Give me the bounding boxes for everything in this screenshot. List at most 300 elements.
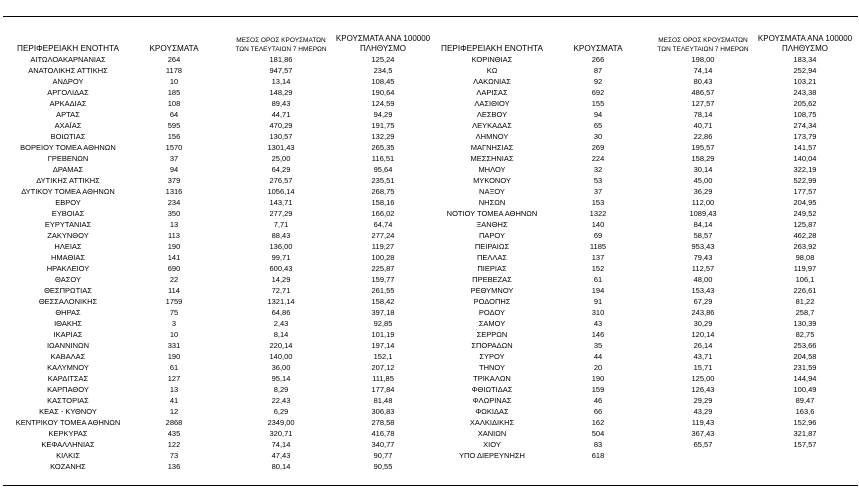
rate-cell: 397,18 <box>371 308 395 317</box>
region-cell: ΛΑΡΙΣΑΣ <box>476 88 508 97</box>
avg-cell: 64,86 <box>271 308 291 317</box>
cases-cell: 224 <box>591 154 605 163</box>
avg-cell: 600,43 <box>269 264 293 273</box>
rate-cell: 92,85 <box>373 319 393 328</box>
cases-cell: 234 <box>167 198 181 207</box>
region-cell: ΦΛΩΡΙΝΑΣ <box>472 396 512 405</box>
rate-cell: 177,57 <box>793 187 817 196</box>
region-cell: ΣΠΟΡΑΔΩΝ <box>471 341 513 350</box>
rate-cell: 124,59 <box>371 99 395 108</box>
avg-cell <box>668 450 738 461</box>
cases-cell: 140 <box>591 220 605 229</box>
avg-cell: 148,29 <box>269 88 293 97</box>
avg-cell: 243,86 <box>691 308 715 317</box>
cases-cell: 264 <box>167 55 181 64</box>
region-cell: ΓΡΕΒΕΝΩΝ <box>47 154 89 163</box>
left-rate-column <box>348 54 418 472</box>
region-cell: ΗΡΑΚΛΕΙΟΥ <box>46 264 90 273</box>
avg-cell: 74,14 <box>271 440 291 449</box>
region-cell: ΤΡΙΚΑΛΩΝ <box>473 374 511 383</box>
top-rule <box>3 16 858 17</box>
region-cell: ΚΑΡΠΑΘΟΥ <box>47 385 89 394</box>
header-rate-line1: ΚΡΟΥΣΜΑΤΑ ΑΝΑ 100000 <box>757 34 853 43</box>
cases-cell: 32 <box>593 165 603 174</box>
avg-cell: 22,43 <box>271 396 291 405</box>
cases-cell: 53 <box>593 176 603 185</box>
cases-cell: 30 <box>593 132 603 141</box>
rate-cell: 108,75 <box>793 110 817 119</box>
rate-cell: 125,87 <box>793 220 817 229</box>
region-cell: ΚΑΡΔΙΤΣΑΣ <box>47 374 89 383</box>
avg-cell: 195,57 <box>691 143 715 152</box>
cases-cell: 137 <box>591 253 605 262</box>
right-rate-column <box>770 54 840 461</box>
header-avg-right <box>644 36 762 54</box>
avg-cell: 153,43 <box>691 286 715 295</box>
region-cell: ΙΘΑΚΗΣ <box>54 319 82 328</box>
region-cell: ΘΕΣΣΑΛΟΝΙΚΗΣ <box>38 297 98 306</box>
rate-cell: 183,34 <box>793 55 817 64</box>
cases-cell: 185 <box>167 88 181 97</box>
avg-cell: 220,14 <box>269 341 293 350</box>
avg-cell: 43,71 <box>693 352 713 361</box>
cases-cell: 10 <box>169 330 179 339</box>
cases-cell: 91 <box>593 297 603 306</box>
avg-cell: 45,00 <box>693 176 713 185</box>
cases-cell: 69 <box>593 231 603 240</box>
avg-cell: 99,71 <box>271 253 291 262</box>
header-region-right: ΠΕΡΙΦΕΡΕΙΑΚΗ ΕΝΟΤΗΤΑ <box>441 44 543 53</box>
rate-cell <box>770 450 840 461</box>
region-cell: ΧΙΟΥ <box>483 440 501 449</box>
avg-cell: 198,00 <box>691 55 715 64</box>
cases-cell: 190 <box>167 352 181 361</box>
cases-cell: 1185 <box>589 242 607 251</box>
cases-cell: 44 <box>593 352 603 361</box>
cases-cell: 266 <box>591 55 605 64</box>
avg-cell: 65,57 <box>693 440 713 449</box>
cases-cell: 87 <box>593 66 603 75</box>
rate-cell: 152,1 <box>373 352 393 361</box>
cases-cell: 2868 <box>165 418 183 427</box>
avg-cell: 30,29 <box>693 319 713 328</box>
avg-cell: 125,00 <box>691 374 715 383</box>
bottom-rule <box>3 485 858 486</box>
region-cell: ΜΑΓΝΗΣΙΑΣ <box>470 143 514 152</box>
rate-cell: 191,75 <box>371 121 395 130</box>
avg-cell: 1056,14 <box>267 187 295 196</box>
rate-cell: 204,95 <box>793 198 817 207</box>
header-rate-line2: ΠΛΗΘΥΣΜΟ <box>781 44 829 53</box>
cases-cell: 13 <box>169 385 179 394</box>
cases-cell: 190 <box>591 374 605 383</box>
cases-cell: 1178 <box>165 66 183 75</box>
rate-cell: 103,21 <box>793 77 817 86</box>
region-cell: ΚΕΦΑΛΛΗΝΙΑΣ <box>41 440 95 449</box>
rate-cell: 321,87 <box>793 429 817 438</box>
avg-cell: 22,86 <box>693 132 713 141</box>
cases-cell: 92 <box>593 77 603 86</box>
avg-cell: 136,00 <box>269 242 293 251</box>
rate-cell: 106,1 <box>795 275 815 284</box>
region-cell: ΛΕΣΒΟΥ <box>476 110 508 119</box>
cases-cell: 1316 <box>165 187 183 196</box>
avg-cell: 29,29 <box>693 396 713 405</box>
cases-cell: 20 <box>593 363 603 372</box>
avg-cell: 44,71 <box>271 110 291 119</box>
rate-cell: 261,55 <box>371 286 395 295</box>
region-cell: ΑΡΚΑΔΙΑΣ <box>49 99 87 108</box>
rate-cell: 268,75 <box>371 187 395 196</box>
avg-cell: 36,29 <box>693 187 713 196</box>
region-cell: ΛΑΚΩΝΙΑΣ <box>473 77 511 86</box>
rate-cell: 522,99 <box>793 176 817 185</box>
rate-cell: 132,29 <box>371 132 395 141</box>
cases-cell: 73 <box>169 451 179 460</box>
cases-cell: 379 <box>167 176 181 185</box>
region-cell: ΝΑΞΟΥ <box>479 187 505 196</box>
avg-cell: 119,43 <box>691 418 715 427</box>
region-cell: ΛΑΣΙΘΙΟΥ <box>474 99 510 108</box>
avg-cell: 25,00 <box>271 154 291 163</box>
region-cell: ΝΗΣΩΝ <box>478 198 506 207</box>
rate-cell: 144,94 <box>793 374 817 383</box>
rate-cell: 166,02 <box>371 209 395 218</box>
rate-cell: 163,6 <box>795 407 815 416</box>
header-avg-line2: ΤΩΝ ΤΕΛΕΥΤΑΙΩΝ 7 ΗΜΕΡΩΝ <box>235 46 327 53</box>
avg-cell: 112,57 <box>691 264 715 273</box>
cases-cell: 114 <box>168 286 180 295</box>
region-cell: ΧΑΛΚΙΔΙΚΗΣ <box>469 418 515 427</box>
rate-cell: 197,14 <box>371 341 395 350</box>
rate-cell: 82,75 <box>795 330 815 339</box>
rate-cell: 253,66 <box>793 341 817 350</box>
rate-cell: 225,87 <box>371 264 395 273</box>
rate-cell: 119,97 <box>793 264 817 273</box>
region-cell: ΣΕΡΡΩΝ <box>476 330 508 339</box>
avg-cell: 43,29 <box>693 407 713 416</box>
region-cell: ΒΟΙΩΤΙΑΣ <box>50 132 86 141</box>
header-rate-left <box>328 34 438 54</box>
region-cell: ΘΗΡΑΣ <box>55 308 81 317</box>
header-rate-line2: ΠΛΗΘΥΣΜΟ <box>359 44 407 53</box>
region-cell: ΚΙΛΚΙΣ <box>56 451 80 460</box>
region-cell: ΖΑΚΥΝΘΟΥ <box>47 231 89 240</box>
region-cell: ΜΥΚΟΝΟΥ <box>473 176 511 185</box>
region-cell: ΙΩΑΝΝΙΝΩΝ <box>46 341 90 350</box>
avg-cell: 13,14 <box>271 77 291 86</box>
cases-cell: 1322 <box>589 209 607 218</box>
region-cell: ΜΗΛΟΥ <box>478 165 506 174</box>
avg-cell: 89,43 <box>271 99 291 108</box>
cases-cell: 146 <box>591 330 605 339</box>
region-cell: ΡΟΔΟΠΗΣ <box>473 297 511 306</box>
avg-cell: 40,71 <box>693 121 713 130</box>
region-cell: ΦΩΚΙΔΑΣ <box>475 407 509 416</box>
region-cell: ΛΗΜΝΟΥ <box>475 132 509 141</box>
avg-cell: 127,57 <box>691 99 715 108</box>
rate-cell: 249,52 <box>793 209 817 218</box>
region-cell: ΒΟΡΕΙΟΥ ΤΟΜΕΑ ΑΘΗΝΩΝ <box>20 143 116 152</box>
header-cases-left: ΚΡΟΥΣΜΑΤΑ <box>149 44 199 53</box>
avg-cell: 947,57 <box>269 66 293 75</box>
header-rate-right <box>750 34 859 54</box>
rate-cell: 277,24 <box>371 231 395 240</box>
region-cell: ΕΥΡΥΤΑΝΙΑΣ <box>44 220 92 229</box>
region-cell: ΠΙΕΡΙΑΣ <box>477 264 507 273</box>
cases-cell: 108 <box>167 99 181 108</box>
rate-cell: 173,79 <box>793 132 817 141</box>
rate-cell: 258,7 <box>795 308 815 317</box>
rate-cell: 81,22 <box>795 297 815 306</box>
avg-cell: 14,29 <box>271 275 291 284</box>
region-cell: ΘΕΣΠΡΩΤΙΑΣ <box>44 286 92 295</box>
cases-cell: 66 <box>593 407 603 416</box>
cases-cell: 435 <box>167 429 181 438</box>
rate-cell: 205,62 <box>793 99 817 108</box>
cases-cell: 269 <box>591 143 605 152</box>
cases-cell: 155 <box>591 99 605 108</box>
region-cell: ΧΑΝΙΩΝ <box>477 429 507 438</box>
cases-cell: 94 <box>593 110 603 119</box>
cases-cell: 190 <box>167 242 181 251</box>
avg-cell: 953,43 <box>691 242 715 251</box>
cases-cell: 83 <box>593 440 603 449</box>
region-cell: ΤΗΝΟΥ <box>478 363 505 372</box>
avg-cell: 36,00 <box>271 363 291 372</box>
avg-cell: 48,00 <box>693 275 713 284</box>
rate-cell: 252,94 <box>793 66 817 75</box>
cases-cell: 22 <box>169 275 179 284</box>
avg-cell: 367,43 <box>691 429 715 438</box>
rate-cell: 204,58 <box>793 352 817 361</box>
avg-cell: 78,14 <box>693 110 713 119</box>
region-cell: ΠΕΙΡΑΙΩΣ <box>474 242 510 251</box>
avg-cell: 84,14 <box>693 220 713 229</box>
cases-cell: 1759 <box>165 297 183 306</box>
rate-cell: 263,92 <box>793 242 817 251</box>
avg-cell: 80,43 <box>693 77 713 86</box>
region-cell: ΑΝΔΡΟΥ <box>52 77 84 86</box>
avg-cell: 26,14 <box>693 341 713 350</box>
avg-cell: 58,57 <box>693 231 713 240</box>
cases-cell: 37 <box>593 187 603 196</box>
rate-cell: 158,16 <box>371 198 395 207</box>
avg-cell: 181,86 <box>269 55 293 64</box>
region-cell: ΚΕΡΚΥΡΑΣ <box>48 429 88 438</box>
cases-cell: 504 <box>591 429 605 438</box>
region-cell: ΚΕΑΣ - ΚΥΘΝΟΥ <box>39 407 97 416</box>
region-cell: ΕΥΒΟΙΑΣ <box>51 209 85 218</box>
region-cell: ΛΕΥΚΑΔΑΣ <box>472 121 512 130</box>
rate-cell: 90,55 <box>373 462 393 471</box>
cases-cell: 595 <box>167 121 181 130</box>
region-cell: ΣΑΜΟΥ <box>478 319 506 328</box>
region-cell: ΦΘΙΩΤΙΔΑΣ <box>471 385 513 394</box>
avg-cell: 80,14 <box>271 462 291 471</box>
cases-cell: 12 <box>169 407 179 416</box>
cases-cell: 37 <box>169 154 179 163</box>
avg-cell: 1089,43 <box>689 209 717 218</box>
rate-cell: 141,57 <box>793 143 817 152</box>
region-cell: ΔΥΤΙΚΟΥ ΤΟΜΕΑ ΑΘΗΝΩΝ <box>21 187 115 196</box>
right-cases-column <box>564 54 632 461</box>
region-cell: ΔΥΤΙΚΗΣ ΑΤΤΙΚΗΣ <box>36 176 100 185</box>
region-cell: ΚΩ <box>486 66 498 75</box>
region-cell: ΑΝΑΤΟΛΙΚΗΣ ΑΤΤΙΚΗΣ <box>28 66 108 75</box>
cases-cell: 65 <box>593 121 603 130</box>
cases-cell: 159 <box>591 385 605 394</box>
right-region-column <box>424 54 560 461</box>
rate-cell: 152,96 <box>793 418 817 427</box>
region-cell: ΙΚΑΡΙΑΣ <box>53 330 83 339</box>
rate-cell: 94,29 <box>373 110 393 119</box>
avg-cell: 470,29 <box>269 121 293 130</box>
cases-cell: 64 <box>169 110 179 119</box>
region-cell: ΝΟΤΙΟΥ ΤΟΜΕΑ ΑΘΗΝΩΝ <box>446 209 538 218</box>
avg-cell: 79,43 <box>693 253 713 262</box>
rate-cell: 108,45 <box>371 77 395 86</box>
rate-cell: 119,27 <box>371 242 395 251</box>
rate-cell: 243,38 <box>793 88 817 97</box>
cases-cell: 61 <box>593 275 603 284</box>
avg-cell: 158,29 <box>691 154 715 163</box>
rate-cell: 340,77 <box>371 440 395 449</box>
region-cell: ΘΑΣΟΥ <box>55 275 81 284</box>
region-cell: ΔΡΑΜΑΣ <box>52 165 84 174</box>
header-cases-right: ΚΡΟΥΣΜΑΤΑ <box>573 44 623 53</box>
rate-cell: 274,34 <box>793 121 817 130</box>
rate-cell: 130,39 <box>793 319 817 328</box>
header-region-left: ΠΕΡΙΦΕΡΕΙΑΚΗ ΕΝΟΤΗΤΑ <box>17 44 119 53</box>
rate-cell: 101,19 <box>371 330 395 339</box>
region-cell: ΠΕΛΛΑΣ <box>476 253 508 262</box>
avg-cell: 6,29 <box>273 407 289 416</box>
rate-cell: 462,28 <box>793 231 817 240</box>
avg-cell: 47,43 <box>271 451 291 460</box>
cases-cell: 113 <box>168 231 180 240</box>
region-cell: ΚΕΝΤΡΙΚΟΥ ΤΟΜΕΑ ΑΘΗΝΩΝ <box>15 418 121 427</box>
rate-cell: 207,12 <box>371 363 395 372</box>
rate-cell: 322,19 <box>793 165 817 174</box>
region-cell: ΕΒΡΟΥ <box>55 198 81 207</box>
avg-cell: 486,57 <box>691 88 715 97</box>
region-cell: ΚΑΒΑΛΑΣ <box>50 352 86 361</box>
cases-cell: 75 <box>169 308 179 317</box>
cases-cell: 35 <box>593 341 603 350</box>
cases-cell: 156 <box>167 132 181 141</box>
avg-cell: 130,57 <box>269 132 293 141</box>
region-cell: ΑΡΤΑΣ <box>56 110 80 119</box>
avg-cell: 8,29 <box>273 385 289 394</box>
rate-cell: 100,28 <box>371 253 395 262</box>
cases-cell: 3 <box>171 319 177 328</box>
cases-cell: 152 <box>591 264 605 273</box>
avg-cell: 8,14 <box>273 330 289 339</box>
avg-cell: 277,29 <box>269 209 293 218</box>
cases-cell: 1570 <box>165 143 183 152</box>
cases-cell: 13 <box>169 220 179 229</box>
avg-cell: 1301,43 <box>267 143 295 152</box>
region-cell: ΠΡΕΒΕΖΑΣ <box>472 275 512 284</box>
region-cell: ΞΑΝΘΗΣ <box>476 220 508 229</box>
rate-cell: 81,48 <box>373 396 393 405</box>
avg-cell: 7,71 <box>273 220 289 229</box>
rate-cell: 64,74 <box>373 220 393 229</box>
rate-cell: 158,42 <box>371 297 395 306</box>
header-rate-line1: ΚΡΟΥΣΜΑΤΑ ΑΝΑ 100000 <box>335 34 431 43</box>
avg-cell: 112,00 <box>691 198 715 207</box>
region-cell: ΑΡΓΟΛΙΔΑΣ <box>47 88 89 97</box>
region-cell: ΚΟΖΑΝΗΣ <box>50 462 86 471</box>
rate-cell: 226,61 <box>793 286 817 295</box>
cases-cell: 194 <box>591 286 605 295</box>
cases-cell: 43 <box>593 319 603 328</box>
rate-cell: 100,49 <box>793 385 817 394</box>
rate-cell: 98,08 <box>795 253 815 262</box>
rate-cell: 265,35 <box>371 143 395 152</box>
region-cell: ΑΧΑΪΑΣ <box>54 121 82 130</box>
avg-cell: 2349,00 <box>267 418 295 427</box>
cases-cell: 94 <box>169 165 179 174</box>
rate-cell: 89,47 <box>795 396 815 405</box>
avg-cell: 140,00 <box>269 352 293 361</box>
header-avg-line1: ΜΕΣΟΣ ΟΡΟΣ ΚΡΟΥΣΜΑΤΩΝ <box>236 37 326 44</box>
region-cell: ΠΑΡΟΥ <box>478 231 505 240</box>
avg-cell: 1321,14 <box>267 297 295 306</box>
rate-cell: 95,64 <box>373 165 393 174</box>
cases-cell: 46 <box>593 396 603 405</box>
region-cell: ΡΟΔΟΥ <box>478 308 506 317</box>
cases-cell: 690 <box>167 264 181 273</box>
avg-cell: 30,14 <box>693 165 713 174</box>
cases-cell: 692 <box>591 88 605 97</box>
cases-cell: 153 <box>591 198 605 207</box>
cases-cell: 618 <box>591 451 605 460</box>
rate-cell: 416,78 <box>371 429 395 438</box>
avg-cell: 15,71 <box>693 363 713 372</box>
region-cell: ΣΥΡΟΥ <box>479 352 505 361</box>
cases-cell: 127 <box>167 374 181 383</box>
cases-cell: 350 <box>167 209 181 218</box>
left-region-column <box>0 54 136 472</box>
rate-cell: 125,24 <box>371 55 395 64</box>
avg-cell: 72,71 <box>271 286 291 295</box>
avg-cell: 74,14 <box>693 66 713 75</box>
rate-cell: 90,77 <box>373 451 393 460</box>
avg-cell: 67,29 <box>693 297 713 306</box>
avg-cell: 64,29 <box>271 165 291 174</box>
cases-cell: 122 <box>167 440 181 449</box>
avg-cell: 143,71 <box>269 198 293 207</box>
header-avg-line1: ΜΕΣΟΣ ΟΡΟΣ ΚΡΟΥΣΜΑΤΩΝ <box>658 37 748 44</box>
cases-cell: 162 <box>591 418 605 427</box>
rate-cell: 190,64 <box>371 88 395 97</box>
rate-cell: 157,57 <box>793 440 817 449</box>
header-avg-line2: ΤΩΝ ΤΕΛΕΥΤΑΙΩΝ 7 ΗΜΕΡΩΝ <box>657 46 749 53</box>
region-cell: ΗΜΑΘΙΑΣ <box>50 253 86 262</box>
rate-cell: 278,58 <box>371 418 395 427</box>
cases-cell: 136 <box>167 462 181 471</box>
rate-cell: 140,04 <box>793 154 817 163</box>
header-avg-left <box>222 36 340 54</box>
avg-cell: 126,43 <box>691 385 715 394</box>
region-cell: ΗΛΕΙΑΣ <box>54 242 82 251</box>
avg-cell: 120,14 <box>691 330 715 339</box>
region-cell: ΜΕΣΣΗΝΙΑΣ <box>470 154 514 163</box>
cases-cell: 61 <box>169 363 179 372</box>
rate-cell: 234,5 <box>373 66 393 75</box>
